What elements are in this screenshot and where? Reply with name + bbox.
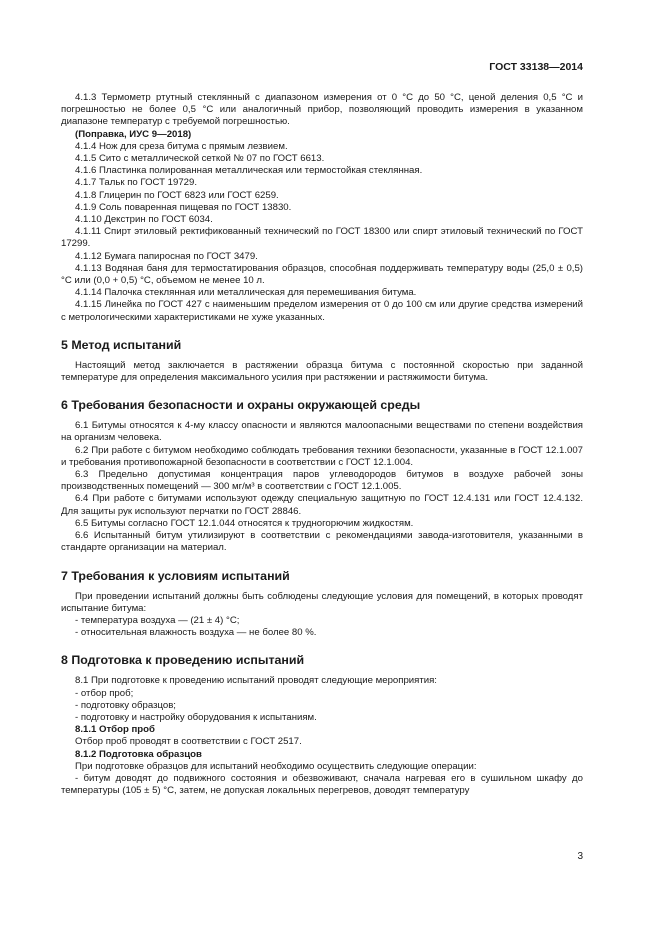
item-6-5: 6.5 Битумы согласно ГОСТ 12.1.044 относятся к трудногорючим жидкостям. bbox=[75, 517, 414, 529]
subsection-8-1-1-heading: 8.1.1 Отбор проб bbox=[75, 724, 155, 736]
section-8-heading: 8 Подготовка к проведению испытаний bbox=[61, 653, 305, 668]
list-item: - отбор проб; bbox=[75, 687, 134, 699]
section-8-intro: 8.1 При подготовке к проведению испытаний проводят следующие мероприятия: bbox=[75, 675, 437, 687]
page-number: 3 bbox=[577, 851, 583, 862]
item-6-1: 6.1 Битумы относятся к 4-му классу опасности и являются малоопасными веществами по степени воздействия на организм человека. bbox=[61, 420, 583, 444]
subsection-8-1-2-text: При подготовке образцов для испытаний необходимо осуществить следующие операции: bbox=[75, 760, 477, 772]
item-4-1-11: 4.1.11 Спирт этиловый ректификованный технический по ГОСТ 18300 или спирт этиловый технический по ГОСТ 17299. bbox=[61, 226, 583, 250]
section-5-heading: 5 Метод испытаний bbox=[61, 337, 182, 352]
item-4-1-12: 4.1.12 Бумага папиросная по ГОСТ 3479. bbox=[75, 250, 258, 262]
list-item: - подготовку образцов; bbox=[75, 699, 176, 711]
item-4-1-10: 4.1.10 Декстрин по ГОСТ 6034. bbox=[75, 214, 213, 226]
subsection-8-1-2-heading: 8.1.2 Подготовка образцов bbox=[75, 748, 202, 760]
item-4-1-5: 4.1.5 Сито с металлической сеткой № 07 по ГОСТ 6613. bbox=[75, 153, 325, 165]
document-body bbox=[61, 92, 583, 797]
section-6-heading: 6 Требования безопасности и охраны окружающей среды bbox=[61, 398, 421, 413]
item-6-2: 6.2 При работе с битумом необходимо соблюдать требования техники безопасности, указанные в ГОСТ 12.1.007 и требования противопожарной безопасности в соответствии с ГОСТ 12.1.004. bbox=[61, 444, 583, 468]
list-item: - температура воздуха — (21 ± 4) °С; bbox=[75, 614, 240, 626]
item-6-4: 6.4 При работе с битумами используют одежду специальную защитную по ГОСТ 12.4.131 или ГОСТ 12.4.132. Для защиты рук используют перчатки по ГОСТ 28846. bbox=[61, 493, 583, 517]
item-4-1-9: 4.1.9 Соль поваренная пищевая по ГОСТ 13830. bbox=[75, 201, 292, 213]
section-7-heading: 7 Требования к условиям испытаний bbox=[61, 568, 290, 583]
item-4-1-7: 4.1.7 Тальк по ГОСТ 19729. bbox=[75, 177, 198, 189]
item-4-1-3: 4.1.3 Термометр ртутный стеклянный с диапазоном измерения от 0 °С до 50 °С, ценой деления 0,5 °С и погрешностью не более 0,5 °С или аналогичный прибор, позволяющий проводить измерения в указанном диапазоне температур с требуемой погрешностью. bbox=[61, 92, 583, 128]
item-4-1-8: 4.1.8 Глицерин по ГОСТ 6823 или ГОСТ 6259. bbox=[75, 189, 279, 201]
list-item: - относительная влажность воздуха — не более 80 %. bbox=[75, 627, 317, 639]
item-4-1-13: 4.1.13 Водяная баня для термостатирования образцов, способная поддерживать температуру воды (25,0 ± 0,5) °С или (0,0 + 0,5) °С, объемом не менее 10 л. bbox=[61, 262, 583, 287]
section-5-text: Настоящий метод заключается в растяжении образца битума с постоянной скоростью при заданной температуре для определения максимального усилия при растяжении и растяжимости битума. bbox=[61, 359, 583, 384]
item-6-3: 6.3 Предельно допустимая концентрация паров углеводородов битумов в воздухе рабочей зоны производственных помещений — 300 мг/м³ в соответствии с ГОСТ 12.1.005. bbox=[61, 469, 583, 493]
item-4-1-14: 4.1.14 Палочка стеклянная или металлическая для перемешивания битума. bbox=[75, 287, 417, 299]
subsection-8-1-1-text: Отбор проб проводят в соответствии с ГОСТ 2517. bbox=[75, 736, 302, 748]
section-7-intro: При проведении испытаний должны быть соблюдены следующие условия для помещений, в которых проводят испытание битума: bbox=[61, 590, 583, 614]
item-4-1-15: 4.1.15 Линейка по ГОСТ 427 с наименьшим пределом измерения от 0 до 100 см или другие средства измерений с метрологическими характеристиками не хуже указанных. bbox=[61, 299, 583, 323]
item-4-1-4: 4.1.4 Нож для среза битума с прямым лезвием. bbox=[75, 140, 288, 152]
item-4-1-6: 4.1.6 Пластинка полированная металлическая или термостойкая стеклянная. bbox=[75, 165, 423, 177]
standard-header: ГОСТ 33138—2014 bbox=[489, 61, 583, 73]
subsection-8-1-2-item: - битум доводят до подвижного состояния и обезвоживают, сначала нагревая его в сушильном шкафу до температуры (105 ± 5) °С, затем, не допуская локальных перегревов, доводят температуру bbox=[61, 772, 583, 797]
item-6-6: 6.6 Испытанный битум утилизируют в соответствии с рекомендациями завода-изготовителя, указанными в стандарте организации на материал. bbox=[61, 530, 583, 554]
list-item: - подготовку и настройку оборудования к испытаниям. bbox=[75, 711, 317, 723]
correction-note: (Поправка, ИУС 9—2018) bbox=[75, 128, 192, 140]
